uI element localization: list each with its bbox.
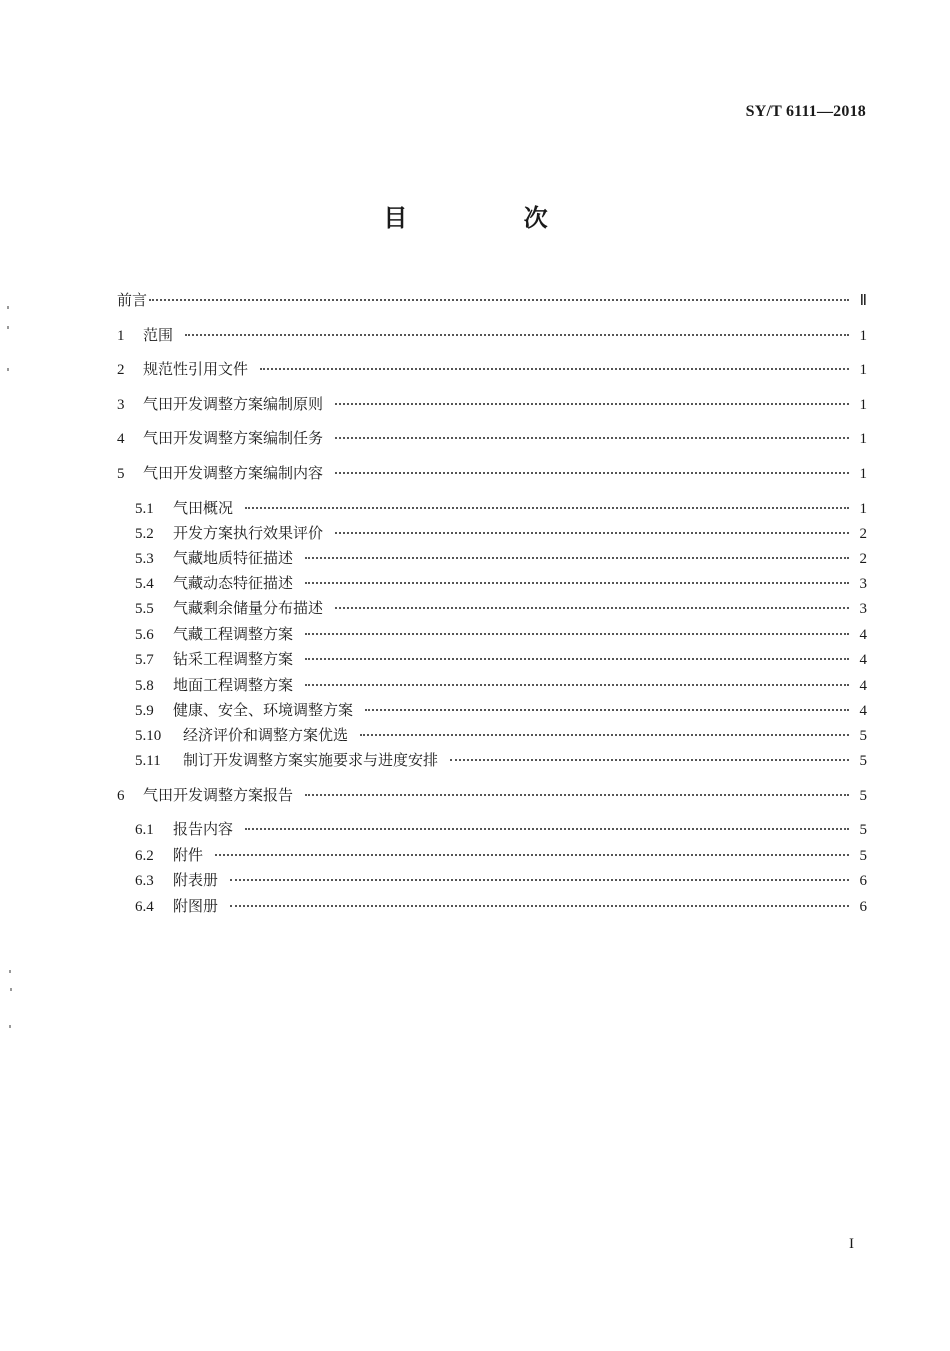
toc-entry-1[interactable] [117, 324, 867, 346]
toc-entry-4[interactable] [117, 427, 867, 449]
toc-entry-number: 1 [117, 328, 125, 344]
toc-entry-foreword[interactable] [117, 289, 867, 311]
leader-dots [305, 557, 849, 559]
toc-entry-number: 5.10 [135, 728, 162, 744]
toc-entry-number: 5.2 [135, 526, 154, 542]
toc-entry-5[interactable] [117, 462, 867, 484]
toc-entry-number: 6 [117, 788, 125, 804]
leader-dots [215, 854, 849, 856]
toc-entry-label: 气藏动态特征描述 [173, 574, 294, 592]
toc-entry-label: 开发方案执行效果评价 [173, 524, 324, 542]
toc-entry-5-2[interactable] [135, 522, 867, 544]
toc-entry-number: 5.3 [135, 551, 154, 567]
toc-entry-page: 1 [859, 397, 867, 413]
toc-entry-6-3[interactable] [135, 869, 867, 891]
toc-entry-page: 1 [859, 431, 867, 447]
scan-speck [9, 1025, 11, 1028]
toc-entry-number: 2 [117, 362, 125, 378]
leader-dots [260, 368, 849, 370]
toc-entry-5-10[interactable] [135, 724, 867, 746]
toc-entry-page: 5 [859, 753, 867, 769]
scan-speck [7, 368, 9, 371]
toc-entry-page: 6 [859, 899, 867, 915]
toc-entry-page: 5 [859, 822, 867, 838]
toc-entry-5-8[interactable] [135, 674, 867, 696]
toc-entry-5-11[interactable] [135, 749, 867, 771]
toc-entry-page: 4 [859, 703, 867, 719]
toc-entry-label: 气田开发调整方案编制原则 [143, 395, 324, 413]
standard-code: SY/T 6111—2018 [745, 103, 866, 120]
leader-dots [305, 794, 849, 796]
toc-entry-number: 6.4 [135, 899, 154, 915]
toc-entry-5-5[interactable] [135, 597, 867, 619]
toc-entry-label: 钻采工程调整方案 [173, 650, 294, 668]
toc-entry-label: 附件 [173, 846, 204, 864]
leader-dots [245, 507, 849, 509]
leader-dots [305, 582, 849, 584]
toc-entry-page: 4 [859, 627, 867, 643]
toc-entry-number: 6.2 [135, 848, 154, 864]
leader-dots [335, 403, 849, 405]
toc-entry-5-1[interactable] [135, 497, 867, 519]
toc-entry-number: 6.3 [135, 873, 154, 889]
toc-entry-label: 报告内容 [173, 820, 234, 838]
toc-entry-page: 5 [859, 728, 867, 744]
scan-speck [7, 306, 9, 309]
toc-entry-number: 5.9 [135, 703, 154, 719]
toc-entry-number: 5.11 [135, 753, 161, 769]
toc-entry-page: 3 [859, 601, 867, 617]
toc-entry-number: 5.5 [135, 601, 154, 617]
leader-dots [335, 472, 849, 474]
toc-entry-5-4[interactable] [135, 572, 867, 594]
toc-entry-label: 地面工程调整方案 [173, 676, 294, 694]
toc-entry-label: 附表册 [173, 871, 219, 889]
toc-entry-page: 4 [859, 678, 867, 694]
leader-dots [185, 334, 849, 336]
leader-dots [305, 658, 849, 660]
toc-entry-label: 制订开发调整方案实施要求与进度安排 [183, 751, 439, 769]
leader-dots [245, 828, 849, 830]
toc-entry-5-7[interactable] [135, 648, 867, 670]
scan-speck [9, 970, 11, 973]
toc-entry-label: 气田开发调整方案编制内容 [143, 464, 324, 482]
toc-entry-label: 经济评价和调整方案优选 [183, 726, 349, 744]
toc-entry-6-4[interactable] [135, 895, 867, 917]
toc-entry-label: 气藏工程调整方案 [173, 625, 294, 643]
toc-entry-page: 6 [859, 873, 867, 889]
toc-entry-number: 4 [117, 431, 125, 447]
toc-entry-5-3[interactable] [135, 547, 867, 569]
page-number: I [849, 1236, 854, 1252]
toc-entry-number: 5.4 [135, 576, 154, 592]
toc-entry-label: 气田开发调整方案编制任务 [143, 429, 324, 447]
scan-speck [7, 326, 9, 329]
toc-entry-number: 5.1 [135, 501, 154, 517]
toc-entry-number: 5.6 [135, 627, 154, 643]
toc-entry-label: 气藏地质特征描述 [173, 549, 294, 567]
toc-entry-page: 1 [859, 501, 867, 517]
toc-entry-label: 附图册 [173, 897, 219, 915]
leader-dots [450, 759, 849, 761]
toc-entry-label: 气田开发调整方案报告 [143, 786, 294, 804]
toc-entry-number: 5.8 [135, 678, 154, 694]
toc-entry-2[interactable] [117, 358, 867, 380]
leader-dots [230, 905, 849, 907]
leader-dots [230, 879, 849, 881]
leader-dots [335, 437, 849, 439]
leader-dots [149, 299, 849, 301]
toc-entry-number: 5.7 [135, 652, 154, 668]
toc-entry-label: 规范性引用文件 [143, 360, 249, 378]
toc-entry-page: 1 [859, 362, 867, 378]
toc-entry-5-6[interactable] [135, 623, 867, 645]
toc-entry-label: 健康、安全、环境调整方案 [173, 701, 354, 719]
toc-entry-5-9[interactable] [135, 699, 867, 721]
leader-dots [365, 709, 849, 711]
toc-entry-page: 5 [859, 848, 867, 864]
leader-dots [335, 532, 849, 534]
toc-entry-number: 5 [117, 466, 125, 482]
toc-entry-6-1[interactable] [135, 818, 867, 840]
toc-entry-page: 3 [859, 576, 867, 592]
leader-dots [305, 684, 849, 686]
toc-entry-number: 3 [117, 397, 125, 413]
toc-entry-6[interactable] [117, 784, 867, 806]
toc-entry-page: 1 [859, 328, 867, 344]
toc-title: 目 次 [383, 204, 602, 232]
toc-entry-page: 4 [859, 652, 867, 668]
toc-entry-page: 5 [859, 788, 867, 804]
toc-entry-6-2[interactable] [135, 844, 867, 866]
toc-entry-number: 6.1 [135, 822, 154, 838]
toc-entry-3[interactable] [117, 393, 867, 415]
leader-dots [305, 633, 849, 635]
leader-dots [360, 734, 849, 736]
toc-entry-page: 2 [859, 526, 867, 542]
toc-entry-label: 气田概况 [173, 499, 234, 517]
toc-entry-page: 1 [859, 466, 867, 482]
toc-entry-label: 气藏剩余储量分布描述 [173, 599, 324, 617]
toc-entry-page: 2 [859, 551, 867, 567]
scan-speck [10, 988, 12, 991]
toc-entry-page: Ⅱ [859, 293, 867, 309]
toc-entry-label: 前言 [117, 291, 148, 309]
leader-dots [335, 607, 849, 609]
toc-entry-label: 范围 [143, 326, 174, 344]
